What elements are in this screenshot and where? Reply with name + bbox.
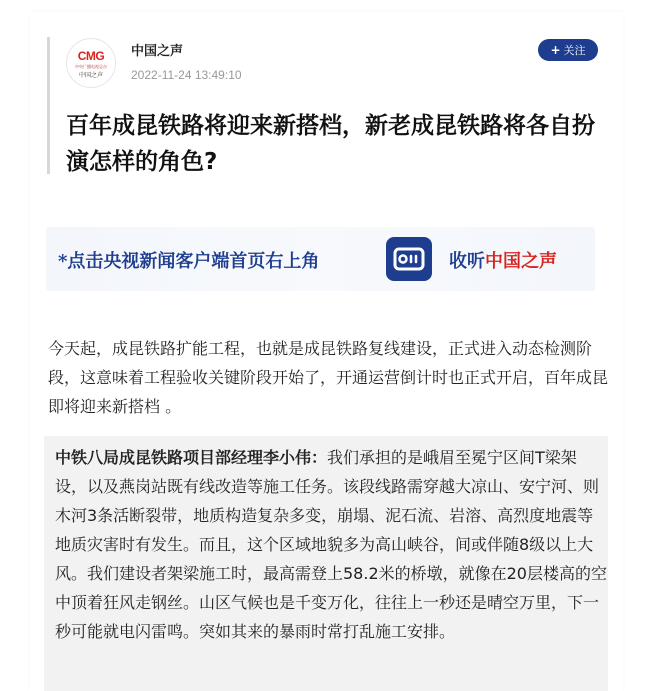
cmg-logo-name: 中国之声	[78, 72, 103, 79]
quote-body: 我们承担的是峨眉至冕宁区间T梁架设，以及燕岗站既有线改造等施工任务。该段线路需穿越大凉山、安宁河、则木河3条活断裂带，地质构造复杂多变，崩塌、泥石流、岩溶、高烈度地震等地质灾害时有发生。而且，这个区域地貌多为高山峡谷，间或伴随8级以上大风。我们建设者架梁施工时，最高需登上58.2米的桥墩，就像在20层楼高的空中顶着狂风走钢丝。山区气候也是千变万化，往往上一秒还是晴空万里，下一秒可能就电闪雷鸣。突如其来的暴雨时常打乱施工安排。	[55, 448, 607, 641]
cmg-logo-subtitle: 中央广播电视总台	[75, 64, 107, 69]
publish-datetime: 2022-11-24 13:49:10	[131, 68, 242, 82]
cmg-logo-text: CMG	[77, 49, 105, 63]
follow-label: 关注	[563, 44, 586, 57]
intro-paragraph: 今天起，成昆铁路扩能工程，也就是成昆铁路复线建设，正式进入动态检测阶段，这意味着工程验收关键阶段开始了，开通运营倒计时也正式开启，百年成昆即将迎来新搭档 。	[48, 339, 609, 416]
banner-listen-label: 收听	[449, 251, 485, 272]
avatar[interactable]	[66, 38, 116, 88]
follow-button[interactable]	[538, 39, 598, 61]
radio-icon	[386, 237, 432, 281]
quote-paragraph	[55, 443, 607, 646]
banner-instruction: *点击央视新闻客户端首页右上角	[58, 251, 320, 272]
author-name[interactable]: 中国之声	[131, 44, 184, 59]
article-title: 百年成昆铁路将迎来新搭档，新老成昆铁路将各自扮演怎样的角色?	[66, 113, 595, 175]
quote-speaker: 中铁八局成昆铁路项目部经理李小伟：	[55, 448, 328, 467]
plus-icon: +	[550, 43, 561, 57]
listen-banner[interactable]	[46, 227, 595, 291]
banner-brand-label: 中国之声	[485, 251, 557, 272]
header-accent-bar	[47, 37, 50, 174]
banner-listen-text	[449, 247, 557, 273]
